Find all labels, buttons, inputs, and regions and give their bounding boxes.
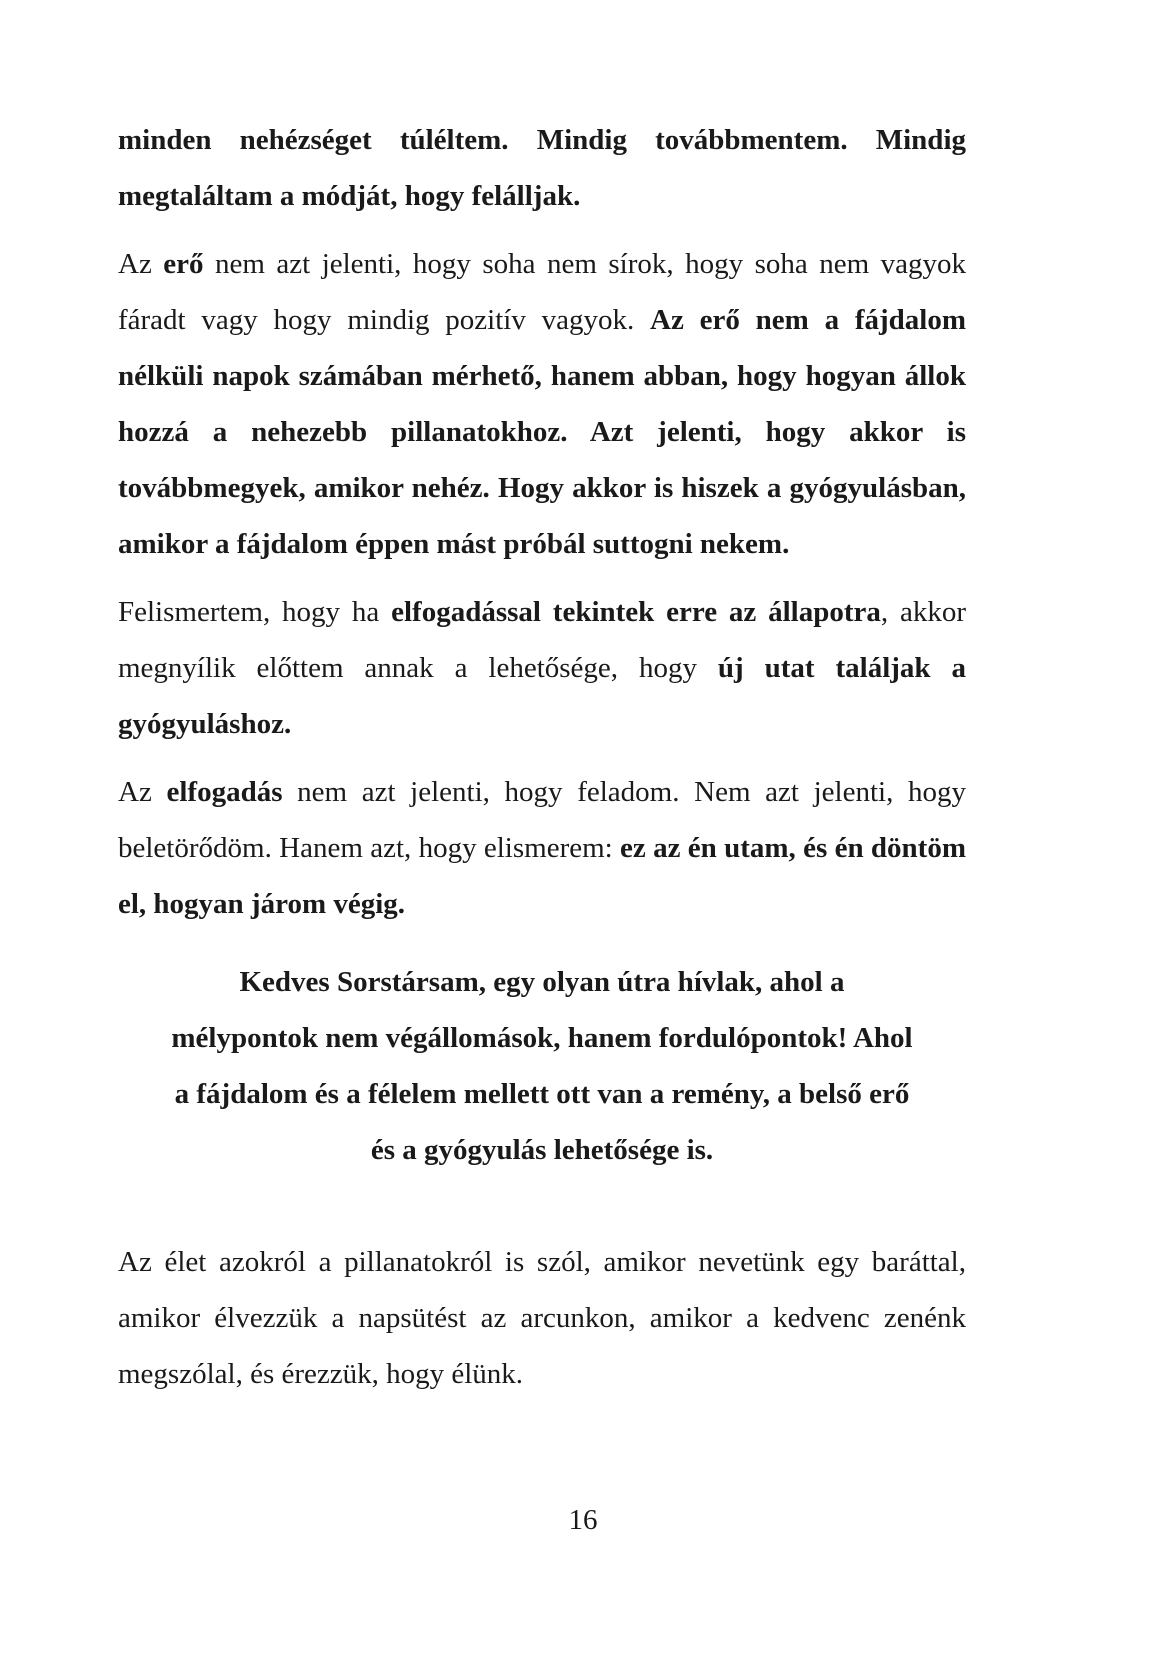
paragraph-3-part-1: Felismertem, hogy ha — [118, 596, 392, 628]
paragraph-4-part-3: nem azt jelenti, hogy feladom. Nem azt jelenti, hogy beletörődöm. Hanem azt, hogy elismerem: — [118, 776, 966, 864]
centered-quote-line-2: mélypontok nem végállomások, hanem fordulópontok! Ahol — [171, 1022, 913, 1054]
centered-quote-line-1: Kedves Sorstársam, egy olyan útra hívlak, ahol a — [239, 966, 845, 998]
paragraph-5-text: Az élet azokról a pillanatokról is szól, amikor nevetünk egy baráttal, amikor élvezzük a napsütést az arcunkon, amikor a kedvenc zenénk megszólal, és érezzük, hogy élünk. — [118, 1246, 966, 1390]
paragraph-2-bold-ero: erő — [163, 248, 204, 280]
paragraph-2 — [118, 236, 966, 572]
paragraph-4-bold-elfogadas: elfogadás — [166, 776, 283, 808]
paragraph-2-bold-statement: Az erő nem a fájdalom nélküli napok számában mérhető, hanem abban, hogy hogyan állok hozzá a nehezebb pillanatokhoz. Azt jelenti, hogy akkor is továbbmegyek, amikor nehéz. Hogy akkor is hiszek a gyógyulásban, amikor a fájdalom éppen mást próbál suttogni nekem. — [118, 304, 967, 560]
paragraph-4-part-1: Az — [118, 776, 167, 808]
text-column — [118, 112, 966, 1414]
centered-quote-line-4: és a gyógyulás lehetősége is. — [370, 1134, 714, 1166]
paragraph-2-part-3: nem azt jelenti, hogy soha nem sírok, hogy soha nem vagyok fáradt vagy hogy mindig pozitív vagyok. — [118, 248, 966, 336]
paragraph-3-bold-1: elfogadással tekintek erre az állapotra — [391, 596, 881, 628]
paragraph-1-text: minden nehézséget túléltem. Mindig továbbmentem. Mindig megtaláltam a módját, hogy felálljak. — [118, 124, 966, 212]
paragraph-4 — [118, 764, 966, 932]
page-number: 16 — [568, 1504, 598, 1536]
paragraph-5 — [118, 1234, 966, 1402]
paragraph-2-part-1: Az — [118, 248, 164, 280]
paragraph-3-bold-2: új utat találjak a gyógyuláshoz. — [118, 652, 966, 740]
paragraph-1 — [118, 112, 966, 224]
paragraph-3-part-3: , akkor megnyílik előttem annak a lehetősége, hogy — [118, 596, 967, 684]
centered-quote-line-3: a fájdalom és a félelem mellett ott van a remény, a belső erő — [174, 1078, 910, 1110]
paragraph-4-bold-statement: ez az én utam, és én döntöm el, hogyan járom végig. — [118, 832, 966, 920]
paragraph-3 — [118, 584, 966, 752]
centered-quote — [118, 954, 966, 1178]
